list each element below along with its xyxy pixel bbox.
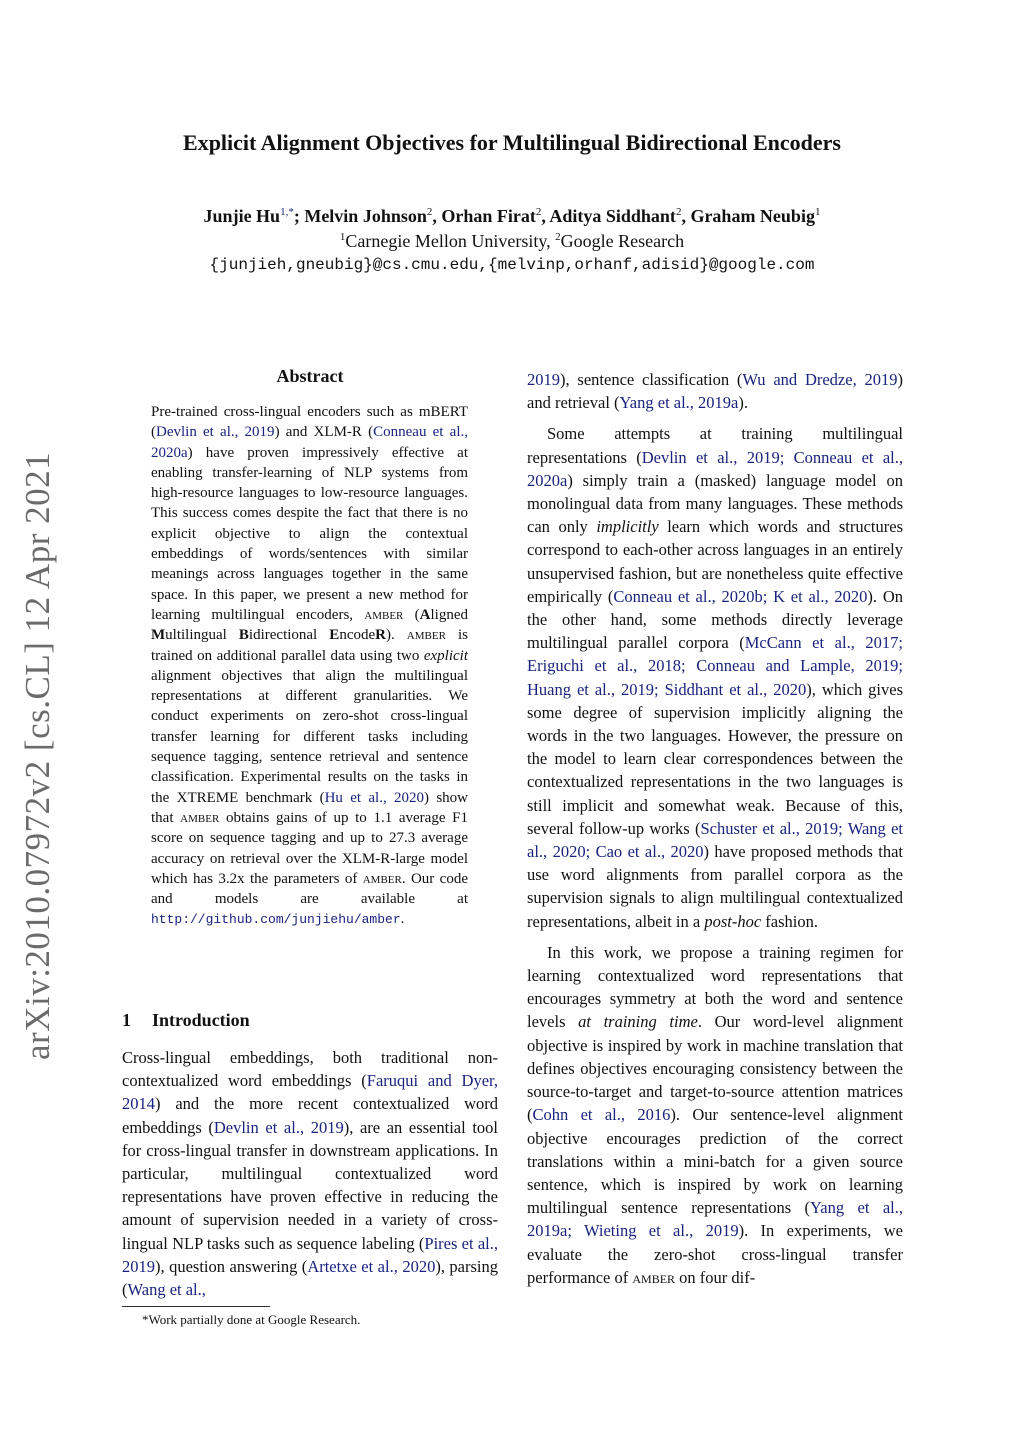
- abstract-heading: Abstract: [276, 366, 344, 386]
- code-url-link[interactable]: http://github.com/junjiehu/amber: [151, 912, 401, 928]
- author-name: Orhan Firat: [441, 206, 536, 226]
- affiliation: Google Research: [560, 231, 685, 251]
- abstract-text: Pre-trained cross-lingual encoders such as mBERT (: [151, 404, 468, 441]
- body-text: fashion.: [761, 911, 818, 931]
- citation-link[interactable]: Pires et al., 2019: [122, 1233, 498, 1276]
- body-text: ), question answering (: [155, 1256, 308, 1276]
- author-superscript: 2: [535, 206, 542, 218]
- acronym-letter: E: [329, 627, 340, 644]
- emphasis: at training time: [578, 1012, 698, 1032]
- abstract-text: ).: [385, 627, 407, 644]
- emphasis: explicit: [423, 647, 468, 664]
- body-text: ), sentence classification (: [560, 370, 743, 389]
- footnote-rule: [122, 1306, 270, 1307]
- citation-link[interactable]: Artetxe et al., 2020: [307, 1256, 436, 1276]
- acronym-letter: A: [419, 606, 431, 623]
- body-text: on four dif-: [675, 1267, 756, 1287]
- abstract-text: ) and XLM-R (: [274, 424, 374, 441]
- affiliation: Carnegie Mellon University,: [345, 231, 551, 251]
- author-name: Junjie Hu: [203, 206, 281, 226]
- amber-name: amber: [406, 627, 446, 644]
- abstract-text: ) have proven impressively effective at enabling transfer-learning of NLP systems from high-resource languages to low-resource languages. This success comes despite the fact that there is no explicit objective to align the contextual embeddings of words/sentences with similar meanings across languages together in the same space. In this paper, we present a new method for learning multilingual encoders,: [151, 444, 468, 623]
- amber-name: amber: [180, 809, 220, 826]
- author-list: Junjie $Hu^{1,*}$; Melvin Johnson$^2$, Orhan Firat$^2$, Aditya Siddhant$^2$, Graham Neubig$^1$: [203, 206, 821, 226]
- body-text: ) and the more recent contextualized word embeddings (: [122, 1094, 498, 1137]
- abstract-text: is trained on additional parallel data using two: [151, 627, 468, 664]
- emphasis: implicitly: [596, 517, 659, 537]
- section-heading: [122, 1010, 498, 1031]
- citation-link[interactable]: Schuster et al., 2019; Wang et al., 2020; Cao et al., 2020: [527, 818, 903, 862]
- paragraph: [527, 368, 903, 414]
- citation-link[interactable]: Cohn et al., 2016: [532, 1105, 671, 1125]
- emphasis: post-hoc: [704, 911, 762, 931]
- body-text: ) and retrieval (: [527, 370, 903, 413]
- abstract-text: (: [403, 606, 420, 623]
- citation-link[interactable]: Devlin et al., 2019; Conneau et al., 2020a: [527, 447, 904, 490]
- body-text: ) have proposed methods that use word alignments from parallel corpora as the supervision signals to align multilingual contextualized representations, albeit in a: [527, 842, 903, 931]
- citation-link[interactable]: Yang et al., 2019a; Wieting et al., 2019: [527, 1198, 903, 1241]
- abstract-text: ultilingual: [165, 627, 239, 644]
- body-text: . Our word-level alignment objective is inspired by work in machine translation that defines objectives encouraging consistency between the source-to-target and target-to-source attention matrices (: [527, 1012, 903, 1125]
- citation-link[interactable]: Hu et al., 2020: [324, 789, 425, 806]
- citation-link[interactable]: Faruqui and Dyer, 2014: [122, 1071, 498, 1114]
- abstract-text: idirectional: [248, 627, 330, 644]
- acronym-letter: M: [151, 627, 166, 644]
- body-text: ), parsing (: [122, 1256, 499, 1300]
- citation-link[interactable]: Conneau et al., 2020a: [151, 424, 468, 461]
- affiliation-superscript: 2: [555, 231, 561, 243]
- body-text: learn which words and structures correspond to each-other across languages in an entirely unsupervised fashion, but are nonetheless quite effective empirically (: [527, 517, 903, 606]
- affiliations: [100, 231, 924, 252]
- author-name: Graham Neubig: [690, 206, 815, 226]
- body-text: ).: [738, 393, 749, 413]
- body-text: In this work, we propose a training regimen for learning contextualized word representations that encourages symmetry at both the word and sentence levels: [527, 942, 903, 1032]
- paragraph: [527, 941, 903, 1289]
- section-number: 1: [122, 1010, 131, 1030]
- citation-link[interactable]: Devlin et al., 2019: [213, 1117, 344, 1137]
- body-text: Some attempts at training multilingual representations (: [527, 424, 903, 467]
- citation-link[interactable]: Conneau et al., 2020b; K et al., 2020: [613, 586, 868, 606]
- abstract-text: .: [400, 911, 405, 928]
- paper-title: Explicit Alignment Objectives for Multilingual Bidirectional Encoders: [183, 130, 841, 155]
- arxiv-margin-note: arXiv:2010.07972v2 [cs.CL] 12 Apr 2021: [18, 451, 57, 1060]
- body-text: ), which gives some degree of supervision implicitly aligning the words in the two languages. However, the pressure on the model to learn clear correspondences between the contextualized representations in the two languages is still implicit and somewhat weak. Because of this, several follow-up works (: [527, 679, 904, 838]
- footnote: *Work partially done at Google Research.: [142, 1312, 361, 1327]
- amber-name: amber: [364, 606, 404, 623]
- citation-link[interactable]: Wu and Dredze, 2019: [742, 370, 898, 389]
- citation-link[interactable]: 2019: [527, 370, 560, 389]
- amber-name: amber: [632, 1267, 676, 1287]
- paragraph: [527, 422, 903, 932]
- amber-name: amber: [362, 870, 402, 887]
- citation-link[interactable]: McCann et al., 2017; Eriguchi et al., 2018; Conneau and Lample, 2019; Huang et al., 2019; Siddhant et al., 2020: [527, 633, 903, 699]
- author-superscript: 1: [814, 206, 821, 218]
- abstract-text: ) show that: [151, 789, 468, 826]
- body-text: ). In experiments, we evaluate the zero-shot cross-lingual transfer performance of: [527, 1221, 903, 1287]
- abstract-text: . Our code and models are available at: [151, 870, 468, 908]
- abstract-text: ncode: [339, 627, 376, 644]
- affiliation-superscript: 1: [339, 231, 346, 243]
- author-name: Aditya Siddhant: [549, 206, 676, 226]
- abstract-text: obtains gains of up to 1.1 average F1 score on sequence tagging and up to 27.3 average accuracy on retrieval over the XLM-R-large model which has 3.2x the parameters of: [151, 809, 469, 887]
- citation-link[interactable]: Devlin et al., 2019: [156, 424, 275, 441]
- body-text: ). On the other hand, some methods directly leverage multilingual parallel corpora (: [527, 586, 903, 653]
- body-text: ), are an essential tool for cross-lingual transfer in downstream applications. In particular, multilingual contextualized word representations have proven effective in reducing the amount of supervision needed in a variety of cross-lingual NLP tasks such as sequence labeling (: [122, 1117, 498, 1253]
- abstract-text: ligned: [430, 606, 468, 623]
- author-superscript: 2: [426, 206, 433, 218]
- citation-link[interactable]: Wang et al.,: [127, 1280, 206, 1300]
- body-text: ) simply train a (masked) language model on monolingual data from many languages. These methods can only: [527, 470, 903, 537]
- acronym-letter: B: [238, 627, 249, 644]
- body-text: Cross-lingual embeddings, both traditional non-contextualized word embeddings (: [122, 1048, 498, 1091]
- citation-link[interactable]: Yang et al., 2019a: [619, 393, 739, 413]
- right-column: [527, 368, 903, 1297]
- intro-paragraph: [122, 1046, 498, 1301]
- author-name: Melvin Johnson: [304, 206, 427, 226]
- author-superscript: 2: [675, 206, 682, 218]
- abstract-body: [151, 402, 468, 931]
- body-text: ). Our sentence-level alignment objective encourages prediction of the correct translations within a mini-batch for a given source sentence, which is inspired by work on learning multilingual sentence representations (: [527, 1105, 904, 1218]
- author-superscript[interactable]: 1,*: [280, 206, 294, 218]
- section-title: Introduction: [152, 1010, 250, 1030]
- acronym-letter: R: [375, 627, 386, 644]
- abstract-text: alignment objectives that align the multilingual representations at different granularities. We conduct experiments on zero-shot cross-lingual transfer learning for different tasks including sequence tagging, sentence retrieval and sentence classification. Experimental results on the tasks in the XTREME benchmark (: [151, 667, 468, 806]
- author-emails: {junjieh,gneubig}@cs.cmu.edu,{melvinp,orhanf,adisid}@google.com: [209, 256, 815, 274]
